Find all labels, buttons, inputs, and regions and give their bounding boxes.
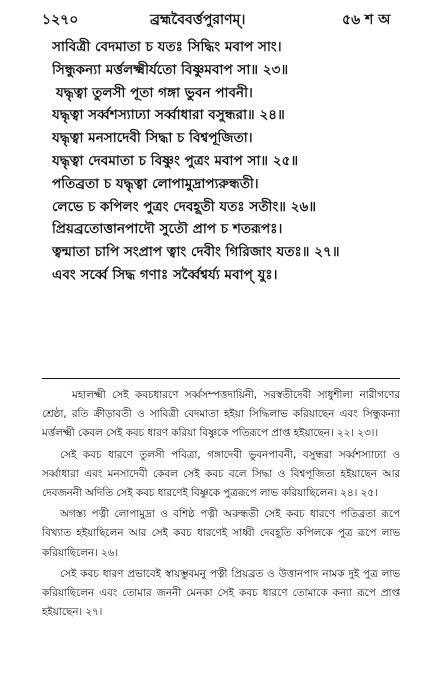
verse-line: সিন্ধুকন্যা মর্ত্তলক্ষ্মীর্যতো বিষ্ণুমবাপ সা॥ ২৩॥ <box>52 61 289 78</box>
verse-line: এবং সর্ব্বে সিদ্ধ গণাঃ সর্ব্বৈশ্বর্য্য মবাপ্‌ যুঃ। <box>52 266 278 283</box>
sanskrit-verses <box>52 36 412 287</box>
verse-line: পতিব্রতা চ যদ্ধৃত্বা লোপামুদ্রাপ্যরুন্ধতী। <box>52 175 259 192</box>
book-title: ব্রহ্মবৈবর্ত্তপুরাণম্‌। <box>150 12 246 28</box>
commentary-paragraph: অগস্ত্য পত্নী লোপামুদ্রা ও বশিষ্ঠ পত্নী অরুন্ধতী সেই কবচ ধারণে পতিব্রতা রূপে বিখ্যাত হইয়াছিলেন আর সেই কবচ ধারণেই সাধ্বী দেবহূতি কপিলকে পুত্র রূপে লাভ করিয়াছিলেন। ২৬। <box>42 508 400 559</box>
bengali-commentary <box>42 386 400 624</box>
page-number: ১২৭০ <box>42 12 79 28</box>
verse-line: ত্বন্মাতা চাপি সংপ্রাপ ত্বাং দেবীং গিরিজাং যতঃ॥ ২৭॥ <box>52 244 340 261</box>
commentary-paragraph: সেই কবচ ধারণে তুলসী পবিত্রা, গঙ্গাদেবী ভুবনপাবনী, বসুন্ধরা সর্ব্বশস্যাঢ্যা ও সর্ব্বাধারা এবং মনসাদেবী কেবল সেই কবচ বলে সিদ্ধা ও বিশ্বপূজিতা হইয়াছেন আর দেবজননী অদিতি সেই কবচ ধারণেই বিষ্ণুকে পুত্ররূপে লাভ করিয়াছিলেন। ২৪। ২৫। <box>42 448 400 500</box>
commentary-paragraph: সেই কবচ ধারণ প্রভাবেই স্বায়ম্ভুবমনু পত্নী প্রিয়ব্রত ও উত্তানপাদ নামক দুই পুত্র লাভ করিয়াছিলেন এবং তোমার জননী মেনকা সেই কবচ ধারণে তোমাকে কন্যা রূপে প্রাপ্ত হইয়াছেন। ২৭। <box>42 567 400 619</box>
verse-line: যদ্ধৃত্বা দেবমাতা চ বিষ্ণুং পুত্রং মবাপ সা॥ ২৫॥ <box>52 152 299 169</box>
section-divider <box>42 378 400 379</box>
verse-line: যদ্ধৃত্বা মনসাদেবী সিদ্ধা চ বিশ্বপূজিতা। <box>52 130 253 147</box>
commentary-paragraph: মহালক্ষ্মী সেই কবচধারণে সর্ব্বসম্পত্তদায়িনী, সরস্বতীদেবী সাধুশীলা নারীগণের শ্রেষ্ঠা, রতি ক্রীড়াবতী ও সাবিত্রী বেদমাতা হইয়া সিদ্ধিলাভ করিয়াছেন এবং সিন্ধুকন্যা মর্ত্তলক্ষ্মী কেবল সেই কবচ ধারণ করিয়া বিষ্ণুকে পতিরূপে প্রাপ্ত হইয়াছেন। ২২। ২৩।। <box>42 389 400 440</box>
verse-line: প্রিয়ব্রতোত্তানপাদৌ সুতৌ প্রাপ চ শতরূপঃ। <box>52 221 283 238</box>
page-header <box>0 6 427 32</box>
verse-line: লেভে চ কপিলং পুত্রং দেবহূতী যতঃ সতীং॥ ২৬॥ <box>52 198 317 215</box>
chapter-mark: ৫৬ শ অ <box>342 12 391 28</box>
verse-line: যদ্ধৃত্বা সর্ব্বশস্যাঢ্যা সর্ব্বাধারা বসুন্ধরা॥ ২৪॥ <box>52 107 285 124</box>
verse-line: সাবিত্রী বেদমাতা চ যতঃ সিদ্ধিং মবাপ সাং। <box>52 39 282 55</box>
verse-line: যদ্ধৃত্বা তুলসী পূতা গঙ্গা ভুবন পাবনী। <box>56 84 253 101</box>
